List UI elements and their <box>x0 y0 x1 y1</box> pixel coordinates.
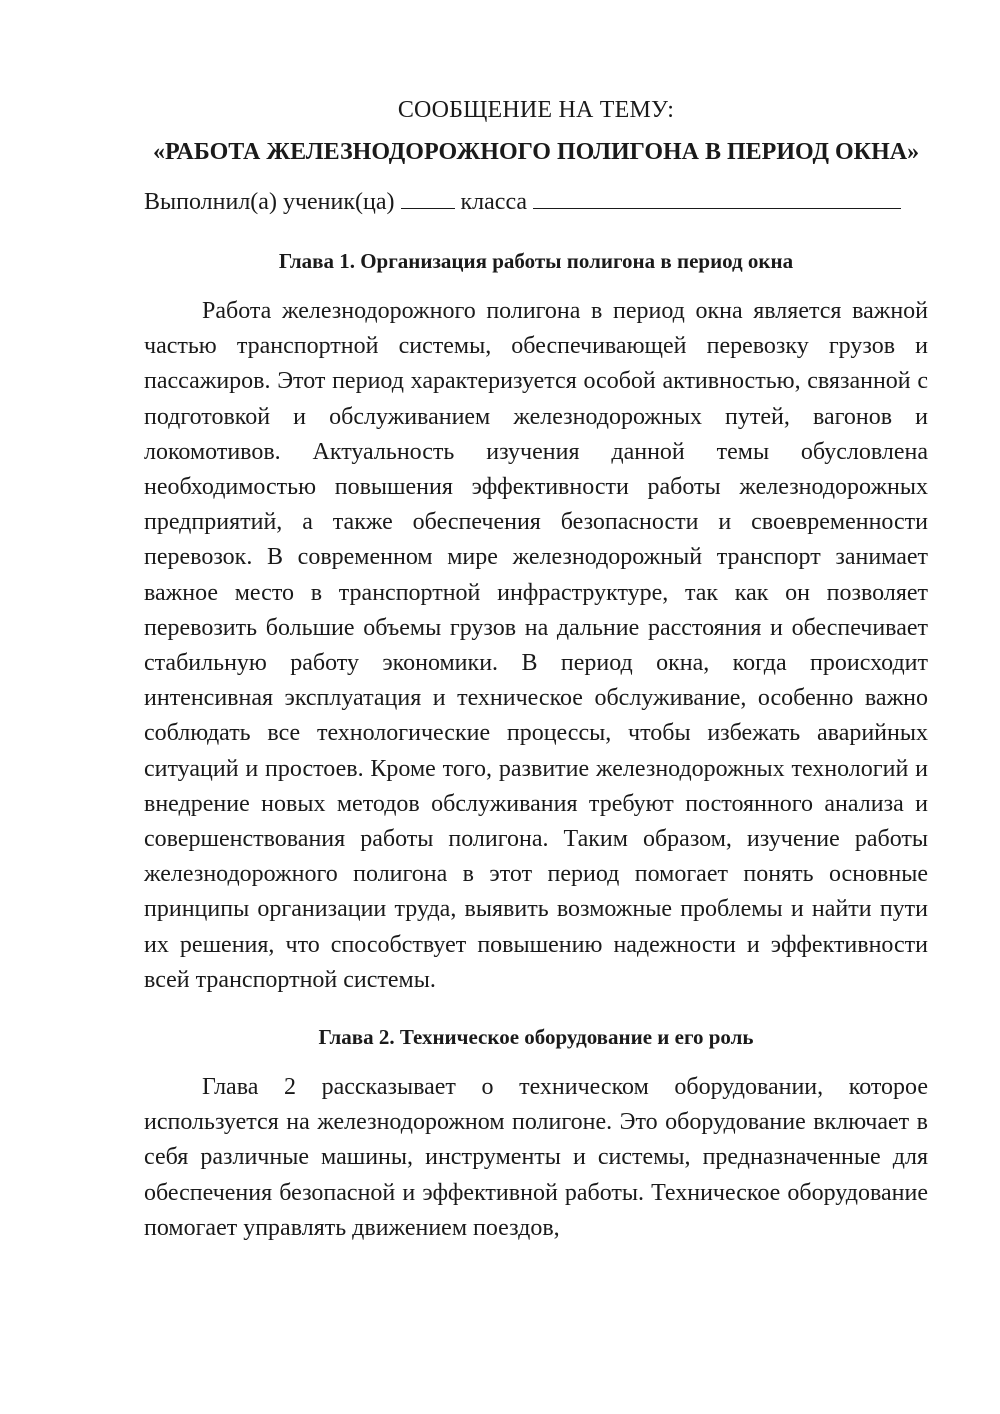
grade-blank <box>401 186 455 209</box>
class-label: класса <box>460 189 528 215</box>
document-title-line-2: «РАБОТА ЖЕЛЕЗНОДОРОЖНОГО ПОЛИГОНА В ПЕРИОД ОКНА» <box>152 139 920 165</box>
chapter-2-heading: Глава 2. Техническое оборудование и его роль <box>318 1025 754 1050</box>
chapter-1-paragraph: Работа железнодорожного полигона в период окна является важной частью транспортной системы, обеспечивающей перевозку грузов и пассажиров. Этот период характеризуется особой активностью, связанной с подготовкой и обслуживанием железнодорожных путей, вагонов и локомотивов. Актуальность изучения данной темы обусловлена необходимостью повышения эффективности работы железнодорожных предприятий, а также обеспечения безопасности и своевременности перевозок. В современном мире железнодорожный транспорт занимает важное место в транспортной инфраструктуре, так как он позволяет перевозить большие объемы грузов на дальние расстояния и обеспечивает стабильную работу экономики. В период окна, когда происходит интенсивная эксплуатация и техническое обслуживание, особенно важно соблюдать все технологические процессы, чтобы избежать аварийных ситуаций и простоев. Кроме того, развитие железнодорожных технологий и внедрение новых методов обслуживания требуют постоянного анализа и совершенствования работы полигона. Таким образом, изучение работы железнодорожного полигона в этот период помогает понять основные принципы организации труда, выявить возможные проблемы и найти пути их решения, что способствует повышению надежности и эффективности всей транспортной системы. <box>144 298 928 993</box>
author-label: Выполнил(а) ученик(ца) <box>144 189 395 215</box>
document-title-line-1: СООБЩЕНИЕ НА ТЕМУ: <box>397 97 675 123</box>
author-line <box>144 184 928 220</box>
chapter-2-paragraph: Глава 2 рассказывает о техническом оборудовании, которое используется на железнодорожном полигоне. Это оборудование включает в себя различные машины, инструменты и системы, предназначенные для обеспечения безопасной и эффективной работы. Техническое оборудование помогает управлять движением поездов, <box>144 1074 928 1241</box>
document-page <box>144 92 928 1270</box>
chapter-1-heading: Глава 1. Организация работы полигона в период окна <box>278 249 794 273</box>
name-blank <box>533 186 901 209</box>
